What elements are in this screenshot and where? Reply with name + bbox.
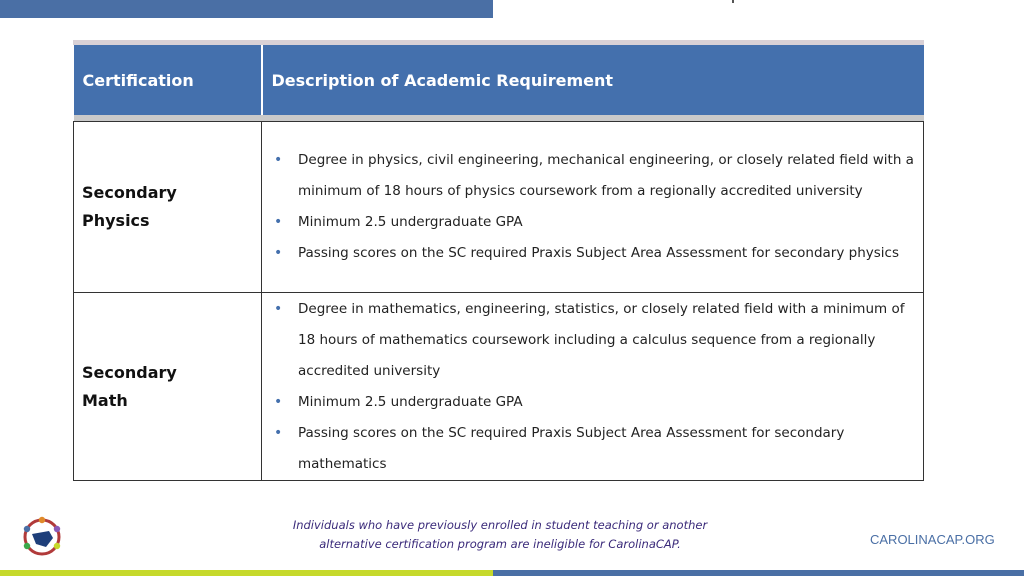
bullet-dot-icon: • [274, 424, 283, 441]
table-row-secondary-math [74, 293, 924, 481]
requirement-text: Degree in mathematics, engineering, statistics, or closely related field with a minimum of 18 hours of mathematics coursework including a calculus sequence from a regionally accredited university [298, 300, 905, 379]
certification-cell [74, 122, 262, 293]
requirement-text: Passing scores on the SC required Praxis Subject Area Assessment for secondary physics [298, 245, 899, 261]
certification-name-line1: Secondary [82, 183, 177, 202]
requirements-table [73, 45, 924, 481]
requirements-table-wrapper [73, 40, 924, 481]
description-cell [262, 293, 924, 481]
header-description: Description of Academic Requirement [262, 45, 924, 115]
bullet-dot-icon: • [274, 300, 283, 317]
bullet-dot-icon: • [274, 214, 283, 230]
requirement-text: Degree in physics, civil engineering, mechanical engineering, or closely related field with a minimum of 18 hours of physics coursework from a regionally accredited university [298, 152, 914, 199]
bullet-dot-icon: • [274, 245, 283, 261]
bottom-accent-bar-green [0, 570, 493, 576]
certification-name-line2: Physics [82, 211, 150, 230]
bullet-dot-icon: • [274, 152, 283, 168]
requirement-item [270, 418, 915, 480]
table-header-row [74, 45, 924, 115]
top-mark [732, 0, 734, 3]
certification-cell [74, 293, 262, 481]
header-certification: Certification [74, 45, 262, 115]
requirement-text: Minimum 2.5 undergraduate GPA [298, 393, 523, 410]
description-cell [262, 122, 924, 293]
certification-name-line2: Math [82, 390, 128, 410]
eligibility-note-line2: alternative certification program are ineligible for CarolinaCAP. [319, 537, 681, 551]
requirement-list [270, 294, 915, 480]
website-url: CAROLINACAP.ORG [870, 532, 995, 547]
bullet-dot-icon: • [274, 393, 283, 410]
table-row-secondary-physics [74, 122, 924, 293]
requirement-item [270, 294, 915, 387]
bottom-accent-bar-blue [493, 570, 1024, 576]
requirement-item [270, 238, 915, 269]
requirement-text: Passing scores on the SC required Praxis Subject Area Assessment for secondary mathematics [298, 424, 845, 472]
requirement-text: Minimum 2.5 undergraduate GPA [298, 214, 523, 230]
certification-name-line1: Secondary [82, 362, 177, 382]
requirement-item [270, 145, 915, 207]
carolinacap-logo-icon [21, 516, 63, 558]
requirement-item [270, 207, 915, 238]
eligibility-note [270, 516, 730, 554]
top-accent-bar [0, 0, 493, 18]
requirement-list [270, 145, 915, 269]
requirement-item [270, 387, 915, 418]
eligibility-note-line1: Individuals who have previously enrolled in student teaching or another [292, 518, 708, 532]
